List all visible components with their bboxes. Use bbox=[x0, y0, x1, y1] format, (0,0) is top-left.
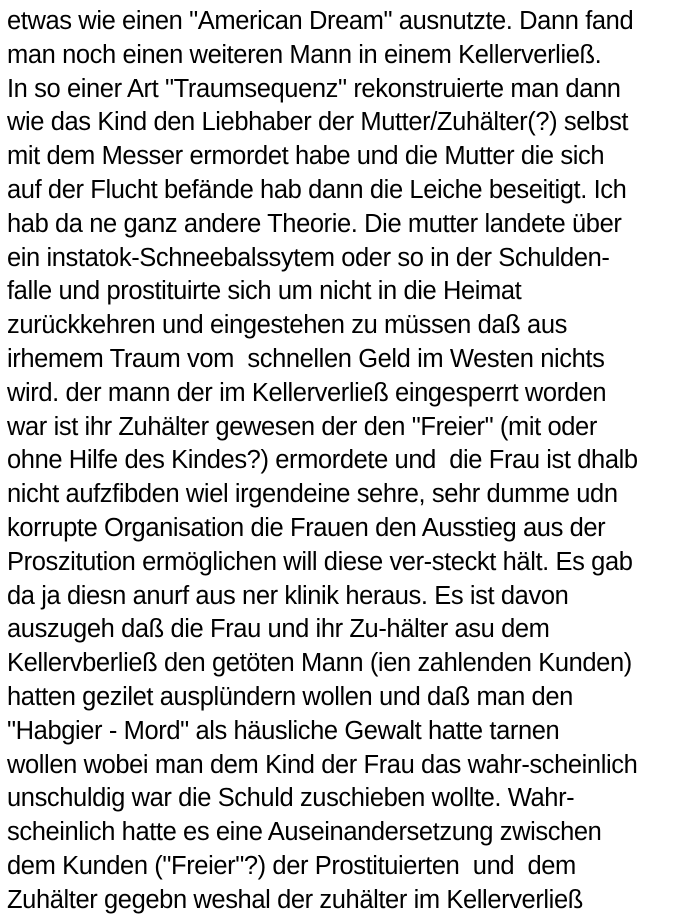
text-line: Proszitution ermöglichen will diese ver-steckt hält. Es gab bbox=[7, 547, 633, 576]
text-line: auf der Flucht befände hab dann die Leiche beseitigt. Ich bbox=[7, 175, 627, 204]
text-line: irhemem Traum vom schnellen Geld im Westen nichts bbox=[7, 344, 605, 373]
text-line: war ist ihr Zuhälter gewesen der den "Freier" (mit oder bbox=[7, 412, 597, 441]
text-line: wollen wobei man dem Kind der Frau das wahr-scheinlich bbox=[7, 750, 638, 779]
text-line: man noch einen weiteren Mann in einem Kellerverließ. bbox=[7, 40, 602, 69]
text-line: mit dem Messer ermordet habe und die Mutter die sich bbox=[7, 142, 605, 171]
text-line: dem Kunden ("Freier"?) der Prostituierten und dem bbox=[7, 851, 576, 880]
german-text-block bbox=[7, 5, 682, 918]
text-line: wird. der mann der im Kellerverließ eingesperrt worden bbox=[7, 378, 607, 407]
text-line: hatten gezilet ausplündern wollen und daß man den bbox=[7, 682, 573, 711]
text-line: "Habgier - Mord" als häusliche Gewalt hatte tarnen bbox=[7, 716, 560, 745]
text-line: da ja diesn anurf aus ner klinik heraus. Es ist davon bbox=[7, 581, 569, 610]
text-line: korrupte Organisation die Frauen den Ausstieg aus der bbox=[7, 513, 606, 542]
text-line: hab da ne ganz andere Theorie. Die mutter landete über bbox=[7, 209, 622, 238]
text-line: wie das Kind den Liebhaber der Mutter/Zuhälter(?) selbst bbox=[7, 108, 629, 137]
text-line: nicht aufzfibden wiel irgendeine sehre, sehr dumme udn bbox=[7, 480, 618, 509]
text-line: falle und prostituirte sich um nicht in die Heimat bbox=[7, 277, 522, 306]
text-line: scheinlich hatte es eine Auseinandersetzung zwischen bbox=[7, 818, 602, 847]
text-line: auszugeh daß die Frau und ihr Zu-hälter asu dem bbox=[7, 615, 550, 644]
text-line: Zuhälter gegebn weshal der zuhälter im Kellerverließ bbox=[7, 885, 583, 914]
text-line: ohne Hilfe des Kindes?) ermordete und die Frau ist dhalb bbox=[7, 446, 638, 475]
text-line: Kellervberließ den getöten Mann (ien zahlenden Kunden) bbox=[7, 649, 632, 678]
text-line: etwas wie einen "American Dream" ausnutzte. Dann fand bbox=[7, 7, 634, 35]
text-line: unschuldig war die Schuld zuschieben wollte. Wahr- bbox=[7, 784, 575, 813]
text-line: zurückkehren und eingestehen zu müssen daß aus bbox=[7, 311, 567, 340]
text-line: ein instatok-Schneebalssytem oder so in der Schulden- bbox=[7, 243, 610, 272]
text-line: In so einer Art "Traumsequenz" rekonstruierte man dann bbox=[7, 74, 621, 103]
